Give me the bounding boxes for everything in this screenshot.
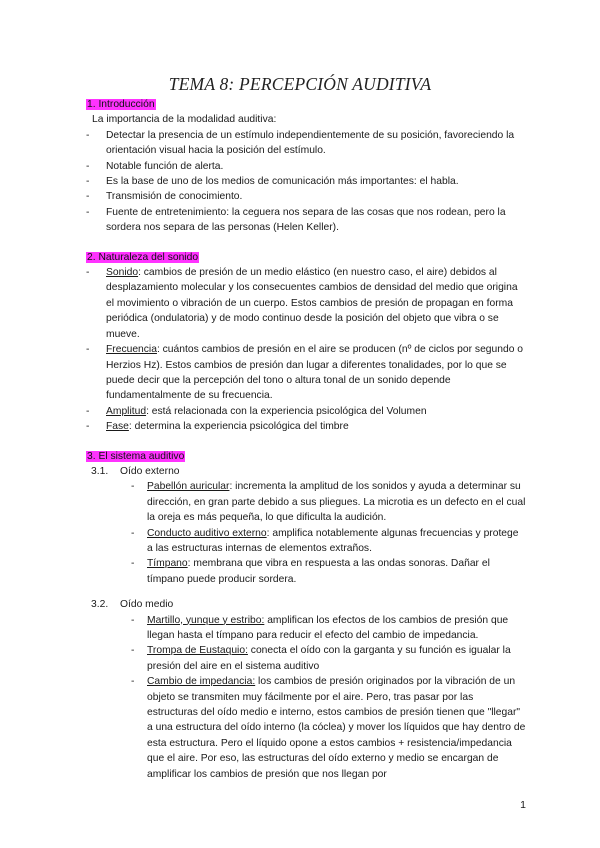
term-conducto: Conducto auditivo externo: [147, 527, 267, 539]
definition: los cambios de presión originados por la vibración de un objeto se transmiten muy fácilmente por el aire. Pero, tras pasar por las estructuras del oído medio e interno, estos cambios de presión tienen que "llegar" a una estructura del oído interno (la cóclea) y mover los líquidos que hay dentro de esta estructura. Pero el líquido opone a estos cambios + resistencia/impedancia que el aire. Por eso, las estructuras del oído externo y medio se encargan de amplificar los cambios de presión que nos llegan por: [147, 676, 526, 780]
subsection-oido-medio: [86, 597, 526, 612]
list-item: [147, 526, 526, 557]
list-item: [147, 674, 526, 782]
list-item: [147, 613, 526, 644]
intro-text: La importancia de la modalidad auditiva:: [92, 114, 277, 126]
introduccion-list: [86, 128, 526, 236]
term-pabellon: Pabellón auricular: [147, 481, 230, 493]
section-3: [86, 449, 526, 464]
section-heading-introduccion: 1. Introducción: [87, 99, 155, 110]
subsection-title: Oído medio: [120, 599, 174, 611]
page-number: 1: [520, 799, 526, 811]
list-item: - Detectar la presencia de un estímulo independientemente de su posición, favoreciendo la orientación visual hacia la posición del estímulo.: [106, 128, 526, 159]
document-body: [86, 97, 526, 782]
term-fase: Fase: [106, 421, 129, 433]
list-item: [147, 479, 526, 525]
definition: : membrana que vibra en respuesta a las ondas sonoras. Dañar el tímpano puede producir sordera.: [147, 558, 490, 585]
subsection-number: 3.2.: [91, 599, 109, 611]
oido-medio-list: [86, 613, 526, 782]
term-huesecillos: Martillo, yunque y estribo:: [147, 614, 265, 626]
subsection-oido-externo: [86, 464, 526, 479]
list-item: [147, 643, 526, 674]
section-heading-naturaleza: 2. Naturaleza del sonido: [87, 251, 199, 263]
list-item: [106, 419, 526, 434]
term-amplitud: Amplitud: [106, 405, 147, 417]
subsection-title: Oído externo: [120, 465, 180, 477]
section-1: [86, 97, 526, 112]
document-title: TEMA 8: PERCEPCIÓN AUDITIVA: [168, 74, 432, 94]
list-item: - Transmisión de conocimiento.: [106, 189, 526, 204]
term-frecuencia: Frecuencia: [106, 344, 157, 356]
term-timpano: Tímpano: [147, 558, 188, 570]
naturaleza-list: [86, 265, 526, 434]
list-item: - Notable función de alerta.: [106, 159, 526, 174]
subsection-number: 3.1.: [91, 465, 109, 477]
term-trompa: Trompa de Eustaquio:: [147, 645, 248, 657]
section-heading-sistema-auditivo: 3. El sistema auditivo: [87, 450, 185, 462]
definition: conecta el oído con la garganta y su función es igualar la presión del aire en el sistema auditivo: [147, 645, 511, 672]
list-item: - Fuente de entretenimiento: la ceguera nos separa de las cosas que nos rodean, pero la sordera nos separa de las personas (Helen Keller).: [106, 205, 526, 236]
term-impedancia: Cambio de impedancia:: [147, 676, 256, 688]
list-item: [106, 342, 526, 404]
definition: : está relacionada con la experiencia psicológica del Volumen: [146, 405, 427, 417]
list-item: [106, 404, 526, 419]
definition: : cambios de presión de un medio elástico (en nuestro caso, el aire) debidos al desplazamiento molecular y los consecuentes cambios de densidad del medio que origina el movimiento o vibración de un cuerpo. Estos cambios de presión de propagan en forma periódica (ondulatoria) y de modo continuo desde la posición del objeto que vibra o se mueve.: [106, 267, 518, 340]
definition: amplifican los efectos de los cambios de presión que llegan hasta el tímpano para reducir el efecto del cambio de impedancia.: [147, 614, 509, 641]
oido-externo-list: [86, 479, 526, 587]
definition: : cuántos cambios de presión en el aire se producen (nº de ciclos por segundo o Herzios Hz). Estos cambios de presión dan lugar a diferentes tonalidades, por lo que se puede decir que la percepción del tono o altura tonal de un sonido depende fundamentalmente de su frecuencia.: [106, 344, 524, 402]
list-item: - Es la base de uno de los medios de comunicación más importantes: el habla.: [106, 174, 526, 189]
definition: : incrementa la amplitud de los sonidos y ayuda a determinar su dirección, en gran parte debido a sus pliegues. La microtia es un defecto en el cual la oreja es más pequeña, lo que dificulta la audición.: [147, 481, 526, 524]
list-item: [106, 265, 526, 342]
list-item: [147, 556, 526, 587]
term-sonido: Sonido: [106, 267, 139, 279]
definition: : amplifica notablemente algunas frecuencias y protege a las estructuras internas de elementos extraños.: [147, 527, 519, 554]
definition: : determina la experiencia psicológica del timbre: [128, 421, 349, 433]
section-2: [86, 250, 526, 265]
